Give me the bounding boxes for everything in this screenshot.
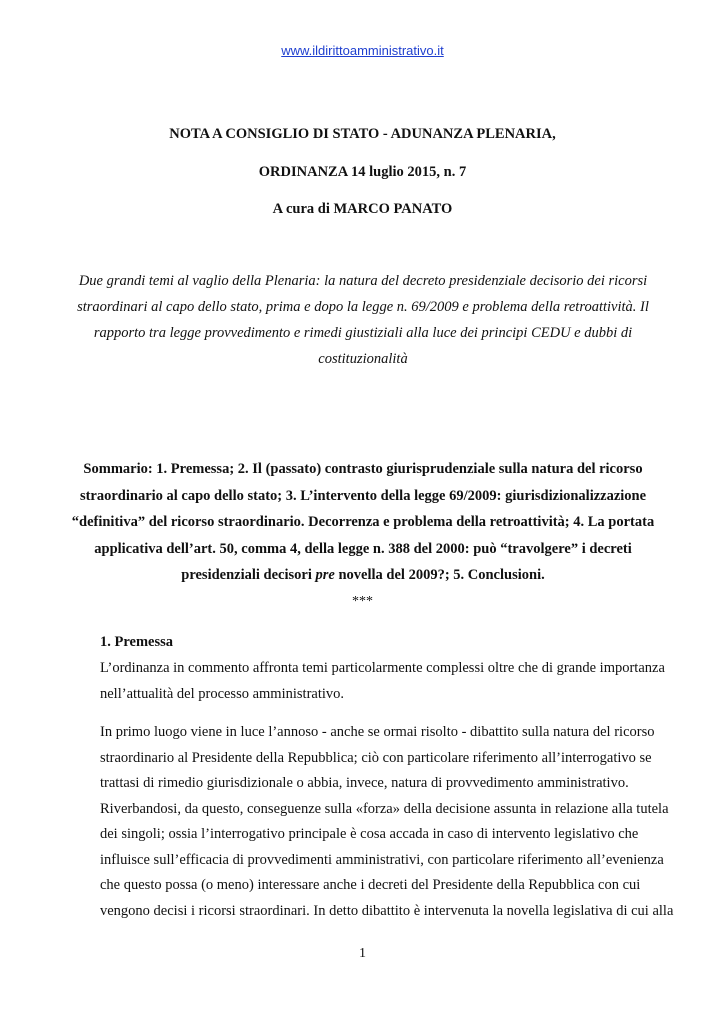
- paragraph-2-line: trattasi di rimedio giurisdizionale o abbia, invece, natura di provvedimento amministrativo.: [100, 775, 629, 791]
- website-link[interactable]: www.ildirittoamministrativo.it: [281, 43, 444, 58]
- paragraph-2-line: straordinario al Presidente della Repubblica; ciò con particolare riferimento all’interrogativo se: [100, 749, 652, 766]
- paragraph-1-line: nell’attualità del processo amministrativo.: [100, 685, 345, 702]
- paragraph-2-line: In primo luogo viene in luce l’annoso - anche se ormai risolto - dibattito sulla natura del ricorso: [100, 724, 655, 740]
- paragraph-2-line: dei singoli; ossia l’interrogativo principale è cosa accada in caso di intervento legislativo che: [100, 826, 639, 842]
- paragraph-2: [100, 720, 674, 924]
- summary-text-start: Sommario: 1. Premessa; 2. Il (passato) contrasto giurisprudenziale sulla natura del ricorso straordinario al capo dello stato; 3. L’intervento della legge 69/2009: giurisdizionalizzazione “definitiva” del ricorso straordinario. Decorrenza e problema della retroattività; 4. La portata applicativa dell’art. 50, comma 4, della legge n. 388 del 2000: può “travolgere” i decreti presidenziali decisori: [71, 461, 655, 583]
- paragraph-2-line: Riverbandosi, da questo, conseguenze sulla «forza» della decisione assunta in relazione alla tutela: [100, 800, 669, 817]
- section-separator: ***: [352, 594, 373, 609]
- paragraph-2-line: vengono decisi i ricorsi straordinari. In detto dibattito è intervenuta la novella legislativa di cui alla: [100, 902, 674, 919]
- summary-italic-word: pre: [315, 567, 335, 583]
- document-title-line-2: ORDINANZA 14 luglio 2015, n. 7: [258, 164, 467, 180]
- summary-text-end: novella del 2009?; 5. Conclusioni.: [334, 567, 545, 583]
- section-heading: 1. Premessa: [100, 634, 174, 650]
- page-number: 1: [359, 946, 366, 961]
- paragraph-1-line: L’ordinanza in commento affronta temi particolarmente complessi oltre che di grande importanza: [100, 660, 665, 676]
- paragraph-1: [100, 656, 665, 707]
- paragraph-2-line: che questo possa (o meno) interessare anche i decreti del Presidente della Repubblica con cui: [100, 877, 641, 893]
- summary-block: [66, 456, 660, 589]
- document-title-line-1: NOTA A CONSIGLIO DI STATO - ADUNANZA PLENARIA,: [169, 126, 556, 142]
- document-subtitle: Due grandi temi al vaglio della Plenaria: la natura del decreto presidenziale decisorio dei ricorsi straordinari al capo dello stato, prima e dopo la legge n. 69/2009 e problema della retroattività. Il rapporto tra legge provvedimento e rimedi giustiziali alla luce dei principi CEDU e dubbi di costituzionalità: [77, 273, 649, 367]
- paragraph-2-line: influisce sull’efficacia di provvedimenti amministrativi, con particolare riferimento all’evenienza: [100, 851, 664, 868]
- document-author: A cura di MARCO PANATO: [272, 201, 453, 217]
